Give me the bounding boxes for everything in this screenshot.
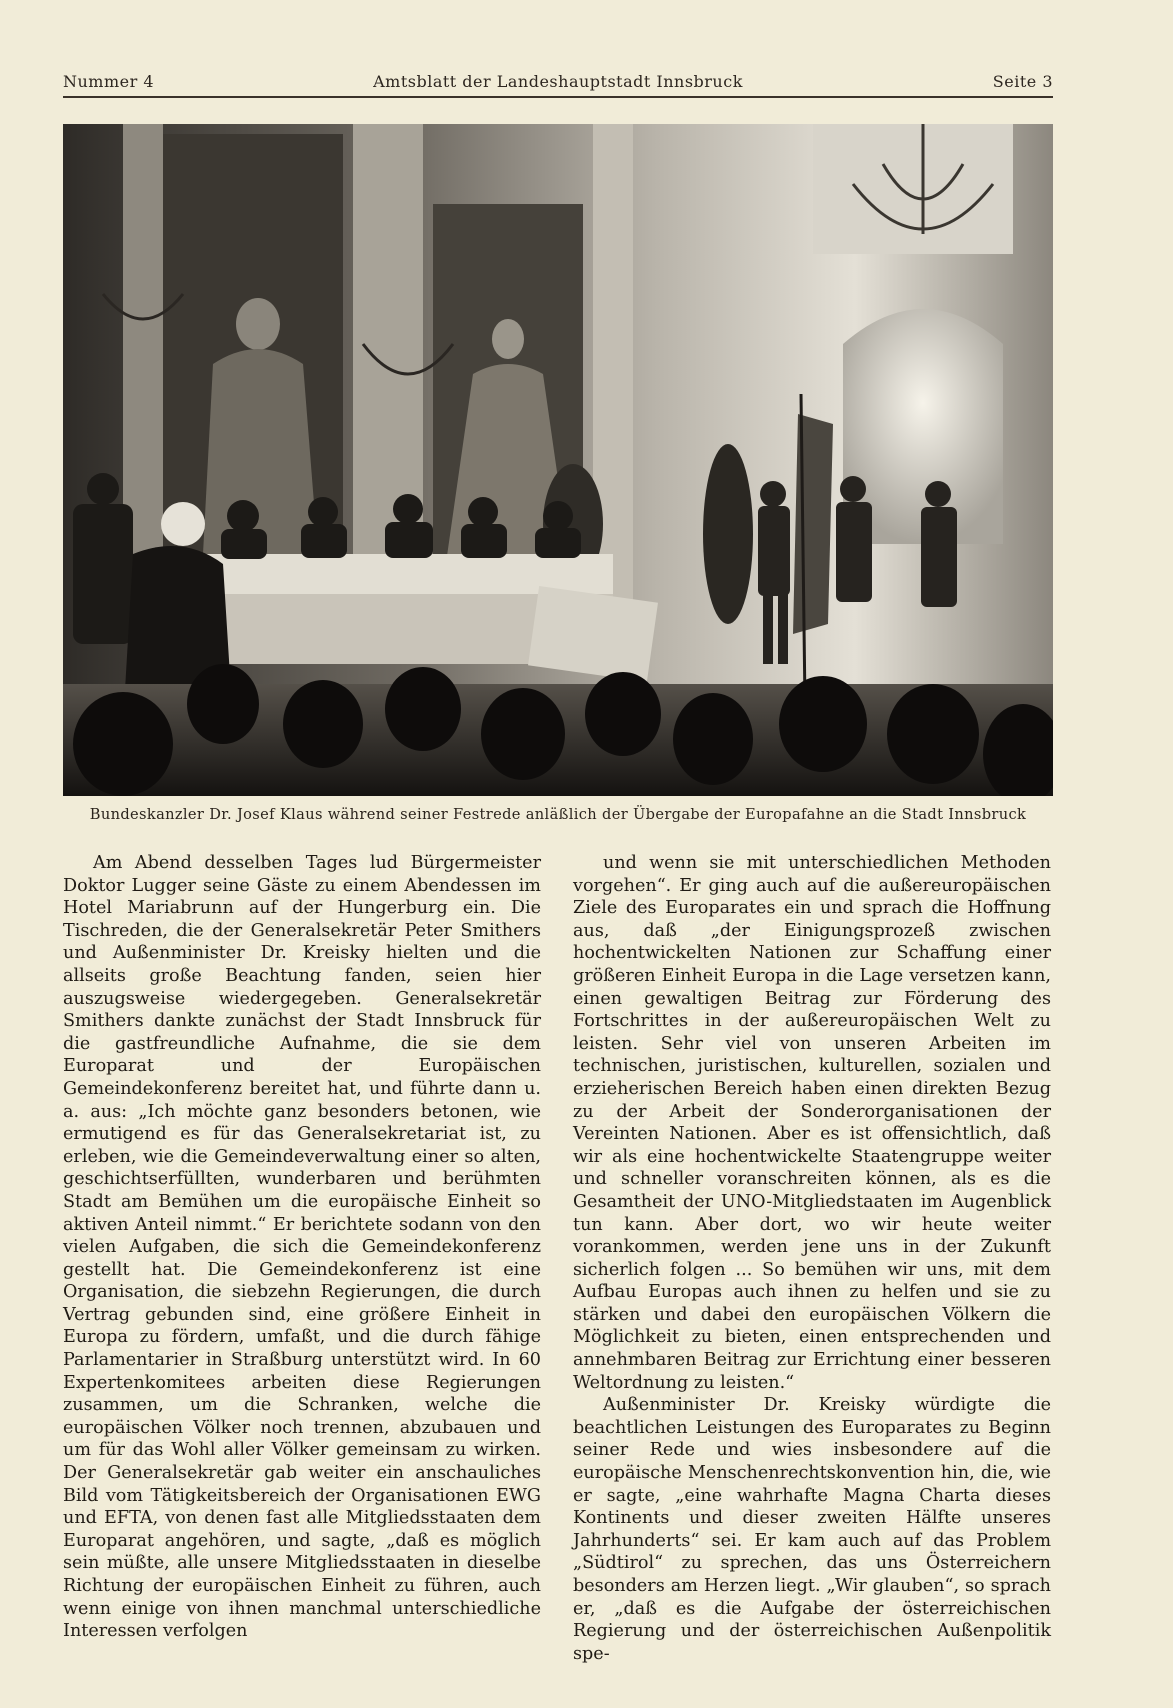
publication-title: Amtsblatt der Landeshauptstadt Innsbruck bbox=[373, 72, 743, 91]
photo-caption: Bundeskanzler Dr. Josef Klaus während seiner Festrede anläßlich der Übergabe der Europafahne an die Stadt Innsbruck bbox=[89, 806, 1027, 823]
issue-number: Nummer 4 bbox=[63, 72, 155, 91]
page-header bbox=[63, 68, 1053, 98]
header-rule bbox=[63, 96, 1053, 98]
ceremony-photo-illustration bbox=[63, 124, 1053, 796]
page-number: Seite 3 bbox=[992, 72, 1053, 91]
article-paragraph: Außenminister Dr. Kreisky würdigte die beachtlichen Leistungen des Europarates zu Beginn seiner Rede und wies insbesondere auf die europäische Menschenrechtskonvention hin, die, wie er sagte, „eine wahrhafte Magna Charta dieses Kontinents und dieser zweiten Hälfte unseres Jahrhunderts“ sei. Er kam auch auf das Problem „Südtirol“ zu sprechen, das uns Österreichern besonders am Herzen liegt. „Wir glauben“, so sprach er, „daß es die Aufgabe der österreichischen Regierung und der österreichischen Außenpolitik spe- bbox=[573, 1395, 1051, 1664]
article-left-column bbox=[63, 852, 541, 1643]
article-right-column bbox=[573, 852, 1051, 1665]
ceremony-photo bbox=[63, 124, 1053, 796]
article-paragraph: Am Abend desselben Tages lud Bürgermeister Doktor Lugger seine Gäste zu einem Abendessen im Hotel Mariabrunn auf der Hungerburg ein. Die Tischreden, die der Generalsekretär Peter Smithers und Außenminister Dr. Kreisky hielten und die allseits große Beachtung fanden, seien hier auszugsweise wiedergegeben. Generalsekretär Smithers dankte zunächst der Stadt Innsbruck für die gastfreundliche Aufnahme, die sie dem Europarat und der Europäischen Gemeindekonferenz bereitet hat, und führte dann u. a. aus: „Ich möchte ganz besonders betonen, wie ermutigend es für das Generalsekretariat ist, zu erleben, wie die Gemeindeverwaltung einer so alten, geschichtserfüllten, wunderbaren und berühmten Stadt am Bemühen um die europäische Einheit so aktiven Anteil nimmt.“ Er berichtete sodann von den vielen Aufgaben, die sich die Gemeindekonferenz gestellt hat. Die Gemeindekonferenz ist eine Organisation, die siebzehn Regierungen, die durch Vertrag gebunden sind, eine größere Einheit in Europa zu fördern, umfaßt, und die durch fähige Parlamentarier in Straßburg unterstützt wird. In 60 Expertenkomitees arbeiten diese Regierungen zusammen, um die Schranken, welche die europäischen Völker noch trennen, abzubauen und um für das Wohl aller Völker gemeinsam zu wirken. Der Generalsekretär gab weiter ein anschauliches Bild vom Tätigkeitsbereich der Organisationen EWG und EFTA, von denen fast alle Mitgliedsstaaten dem Europarat angehören, und sagte, „daß es möglich sein müßte, alle unsere Mitgliedsstaaten in dieselbe Richtung der europäischen Einheit zu führen, auch wenn einige von ihnen manchmal unterschiedliche Interessen verfolgen bbox=[63, 853, 541, 1642]
article-paragraph: und wenn sie mit unterschiedlichen Methoden vorgehen“. Er ging auch auf die außereuropäischen Ziele des Europarates ein und sprach die Hoffnung aus, daß „der Einigungsprozeß zwischen hochentwickelten Nationen zur Schaffung einer größeren Einheit Europa in die Lage versetzen kann, einen gewaltigen Beitrag zur Förderung des Fortschrittes in der außereuropäischen Welt zu leisten. Sehr viel von unseren Arbeiten im technischen, juristischen, kulturellen, sozialen und erzieherischen Bereich haben einen direkten Bezug zu der Arbeit der Sonderorganisationen der Vereinten Nationen. Aber es ist offensichtlich, daß wir als eine hochentwickelte Staatengruppe weiter und schneller voranschreiten können, als es die Gesamtheit der UNO-Mitgliedstaaten im Augenblick tun kann. Aber dort, wo wir heute weiter vorankommen, werden jene uns in der Zukunft sicherlich folgen ... So bemühen wir uns, mit dem Aufbau Europas auch ihnen zu helfen und sie zu stärken und dabei den europäischen Völkern die Möglichkeit zu bieten, einen entsprechenden und annehmbaren Beitrag zur Errichtung einer besseren Weltordnung zu leisten.“ bbox=[573, 853, 1051, 1393]
